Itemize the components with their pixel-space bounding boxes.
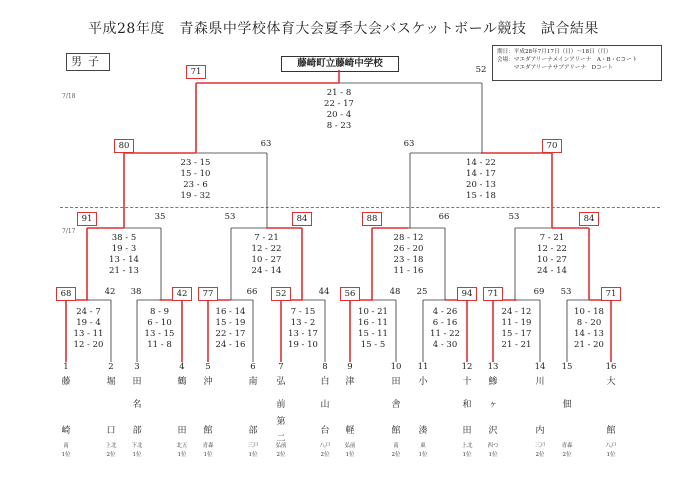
qf-period-score: 11 - 16 [393, 266, 424, 276]
r1-period-score: 15 - 5 [360, 340, 386, 350]
sf-period-score: 20 - 13 [466, 180, 496, 190]
r1-left-score: 71 [483, 287, 503, 301]
qf-period-score: 7 - 21 [254, 233, 279, 243]
team-rank: 1位 [177, 452, 187, 458]
team-seed: 15 [561, 362, 573, 372]
team-name-mid: 二 [276, 434, 286, 444]
qf-period-score: 24 - 14 [537, 266, 567, 276]
team-name-end: 崎 [61, 426, 71, 436]
team-rank: 2位 [276, 452, 286, 458]
team-name-end: 館 [391, 426, 401, 436]
event-venue-sub: マエダアリーナサブアリーナ Dコート [497, 65, 613, 71]
sf-period-score: 15 - 10 [180, 169, 211, 179]
team-seed: 7 [278, 362, 284, 372]
r1-period-score: 4 - 26 [432, 307, 458, 317]
sf-period-score: 23 - 6 [183, 180, 208, 190]
team-rank: 1位 [462, 452, 472, 458]
team-name-top: 弘 [276, 377, 286, 387]
team-region: 三戸 [534, 443, 546, 449]
r1-period-score: 13 - 15 [144, 329, 175, 339]
team-name-top: 川 [535, 377, 545, 387]
team-region: 東 [420, 443, 426, 449]
team-region: 上北 [105, 443, 117, 449]
team-seed: 2 [108, 362, 114, 372]
team-rank: 1位 [61, 452, 71, 458]
team-name-top: 白 [320, 377, 330, 387]
r1-period-score: 8 - 20 [576, 318, 602, 328]
team-name-end: 田 [177, 426, 187, 436]
r1-period-score: 7 - 15 [290, 307, 316, 317]
r1-period-score: 15 - 19 [215, 318, 246, 328]
qf-period-score: 26 - 20 [393, 244, 424, 254]
r1-right-score: 94 [457, 287, 477, 301]
r1-period-score: 19 - 4 [76, 318, 101, 328]
team-region: 八戸 [605, 443, 617, 449]
sf-period-score: 19 - 32 [180, 191, 211, 201]
r1-right-score: 69 [533, 287, 545, 297]
team-name-end: 沢 [488, 426, 498, 436]
r1-period-score: 16 - 14 [215, 307, 246, 317]
team-rank: 2位 [562, 452, 572, 458]
team-seed: 6 [250, 362, 256, 372]
team-seed: 14 [534, 362, 546, 372]
team-region: 弘前 [275, 443, 287, 449]
sf-period-score: 14 - 17 [466, 169, 496, 179]
qf-period-score: 24 - 14 [251, 266, 282, 276]
sf-right-score: 63 [260, 139, 272, 149]
team-seed: 8 [322, 362, 328, 372]
team-region: 弘前 [344, 443, 356, 449]
team-name-end: 内 [535, 426, 545, 436]
team-name-mid: 山 [320, 400, 330, 410]
team-name-mid: ヶ [488, 400, 498, 410]
team-name-end: 口 [106, 426, 116, 436]
r1-period-score: 11 - 19 [501, 318, 532, 328]
page-title: 平成28年度 青森県中学校体育大会夏季大会バスケットボール競技 試合結果 [88, 21, 599, 37]
team-name-top: 大 [606, 377, 616, 387]
team-name-top: 鯵 [488, 377, 498, 387]
r1-period-score: 19 - 10 [288, 340, 318, 350]
r1-left-score: 68 [56, 287, 76, 301]
team-seed: 11 [417, 362, 429, 372]
qf-period-score: 12 - 22 [537, 244, 567, 254]
qf-right-score: 66 [438, 212, 450, 222]
team-name-top: 田 [391, 377, 401, 387]
qf-period-score: 10 - 27 [537, 255, 567, 265]
team-region: 南 [63, 443, 69, 449]
team-name-mid: 佃 [562, 400, 572, 410]
team-name-mid: 名 [132, 400, 142, 410]
r1-right-score: 42 [172, 287, 192, 301]
qf-period-score: 28 - 12 [393, 233, 424, 243]
r1-period-score: 24 - 16 [215, 340, 246, 350]
team-name-top: 田 [132, 377, 142, 387]
r1-period-score: 6 - 16 [432, 318, 458, 328]
gender-label: 男子 [66, 53, 110, 71]
team-rank: 1位 [345, 452, 355, 458]
sf-right-score: 70 [542, 139, 562, 153]
r1-period-score: 13 - 11 [73, 329, 104, 339]
final-period-score: 8 - 23 [326, 121, 352, 131]
sf-period-score: 15 - 18 [466, 191, 496, 201]
sf-period-score: 23 - 15 [180, 158, 211, 168]
team-region: 八戸 [319, 443, 331, 449]
final-period-score: 21 - 8 [326, 88, 352, 98]
r1-left-score: 38 [130, 287, 142, 297]
r1-right-score: 48 [389, 287, 401, 297]
team-name-top: 南 [248, 377, 258, 387]
r1-period-score: 13 - 17 [288, 329, 318, 339]
qf-left-score: 53 [508, 212, 520, 222]
r1-period-score: 6 - 10 [147, 318, 172, 328]
team-seed: 5 [205, 362, 211, 372]
r1-period-score: 12 - 20 [73, 340, 104, 350]
r1-right-score: 71 [601, 287, 621, 301]
r1-period-score: 22 - 17 [215, 329, 246, 339]
team-region: 南 [393, 443, 399, 449]
qf-period-score: 10 - 27 [251, 255, 282, 265]
team-seed: 16 [605, 362, 617, 372]
team-name-end: 館 [203, 426, 213, 436]
date-day1: 7/17 [62, 228, 76, 235]
team-region: 上北 [461, 443, 473, 449]
team-seed: 13 [487, 362, 499, 372]
qf-period-score: 7 - 21 [539, 233, 565, 243]
team-name-mid: 和 [462, 400, 472, 410]
team-name-end: 館 [606, 426, 616, 436]
team-name-top: 藤 [61, 377, 71, 387]
r1-right-score: 66 [246, 287, 258, 297]
team-seed: 1 [63, 362, 69, 372]
final-period-score: 20 - 4 [326, 110, 352, 120]
team-rank: 1位 [132, 452, 142, 458]
team-name-mid: 前 [276, 400, 286, 410]
team-seed: 4 [179, 362, 185, 372]
qf-period-score: 19 - 3 [111, 244, 137, 254]
qf-period-score: 13 - 14 [109, 255, 139, 265]
team-name-top: 鶴 [177, 377, 187, 387]
team-region: 三戸 [247, 443, 259, 449]
qf-right-score: 84 [579, 212, 599, 226]
r1-right-score: 42 [104, 287, 116, 297]
team-name-end: 軽 [345, 426, 355, 436]
team-rank: 2位 [320, 452, 330, 458]
qf-left-score: 53 [224, 212, 236, 222]
champion-label: 藤崎町立藤崎中学校 [281, 56, 399, 72]
r1-period-score: 11 - 8 [147, 340, 172, 350]
team-rank: 1位 [418, 452, 428, 458]
r1-left-score: 25 [416, 287, 428, 297]
sf-left-score: 63 [403, 139, 415, 149]
team-name-top: 津 [345, 377, 355, 387]
team-name-end: 部 [132, 426, 142, 436]
team-region: 北五 [176, 443, 188, 449]
r1-period-score: 10 - 21 [358, 307, 388, 317]
r1-period-score: 15 - 17 [501, 329, 532, 339]
r1-left-score: 52 [271, 287, 291, 301]
team-region: 青森 [202, 443, 214, 449]
final-left-score: 71 [186, 65, 206, 79]
team-name-end: 部 [248, 426, 258, 436]
r1-period-score: 21 - 20 [574, 340, 604, 350]
qf-right-score: 84 [292, 212, 312, 226]
r1-period-score: 4 - 30 [432, 340, 458, 350]
date-day2: 7/18 [62, 93, 76, 100]
r1-period-score: 14 - 13 [574, 329, 604, 339]
qf-right-score: 35 [154, 212, 166, 222]
team-rank: 1位 [606, 452, 616, 458]
qf-period-score: 21 - 13 [109, 266, 139, 276]
team-name-end: 田 [462, 426, 472, 436]
team-seed: 3 [134, 362, 140, 372]
qf-period-score: 12 - 22 [251, 244, 282, 254]
team-rank: 1位 [203, 452, 213, 458]
r1-left-score: 77 [198, 287, 218, 301]
qf-period-score: 23 - 18 [393, 255, 424, 265]
sf-left-score: 80 [114, 139, 134, 153]
team-name-top: 十 [462, 377, 472, 387]
qf-period-score: 38 - 5 [111, 233, 137, 243]
team-seed: 9 [347, 362, 353, 372]
qf-left-score: 91 [77, 212, 97, 226]
qf-left-score: 88 [362, 212, 382, 226]
team-name-mid: 舎 [391, 400, 401, 410]
r1-left-score: 53 [560, 287, 572, 297]
event-venue: 会場：マエダアリーナメインアリーナ A・B・Cコート [497, 57, 638, 63]
team-rank: 1位 [248, 452, 258, 458]
team-name-end: 台 [320, 426, 330, 436]
event-date: 期日：平成28年7月17日（日）～18日（月） [497, 49, 612, 55]
final-right-score: 52 [475, 65, 487, 75]
r1-period-score: 24 - 7 [76, 307, 101, 317]
team-region: 西つ [487, 443, 499, 449]
team-name-top: 沖 [203, 377, 213, 387]
team-region: 下北 [131, 443, 143, 449]
r1-left-score: 56 [340, 287, 360, 301]
final-period-score: 22 - 17 [324, 99, 354, 109]
team-rank: 2位 [391, 452, 401, 458]
r1-period-score: 13 - 2 [290, 318, 316, 328]
team-seed: 12 [461, 362, 473, 372]
team-rank: 2位 [106, 452, 116, 458]
sf-period-score: 14 - 22 [466, 158, 496, 168]
team-seed: 10 [390, 362, 402, 372]
r1-period-score: 21 - 21 [501, 340, 532, 350]
team-region: 青森 [561, 443, 573, 449]
r1-right-score: 44 [318, 287, 330, 297]
team-rank: 2位 [535, 452, 545, 458]
r1-period-score: 8 - 9 [149, 307, 170, 317]
r1-period-score: 15 - 11 [358, 329, 388, 339]
team-name-top: 堀 [106, 377, 116, 387]
r1-period-score: 11 - 22 [430, 329, 460, 339]
r1-period-score: 10 - 18 [574, 307, 604, 317]
team-rank: 1位 [488, 452, 498, 458]
team-name-mid: 第 [276, 417, 286, 427]
r1-period-score: 16 - 11 [358, 318, 388, 328]
team-name-top: 小 [418, 377, 428, 387]
team-name-end: 湊 [418, 426, 428, 436]
r1-period-score: 24 - 12 [501, 307, 532, 317]
